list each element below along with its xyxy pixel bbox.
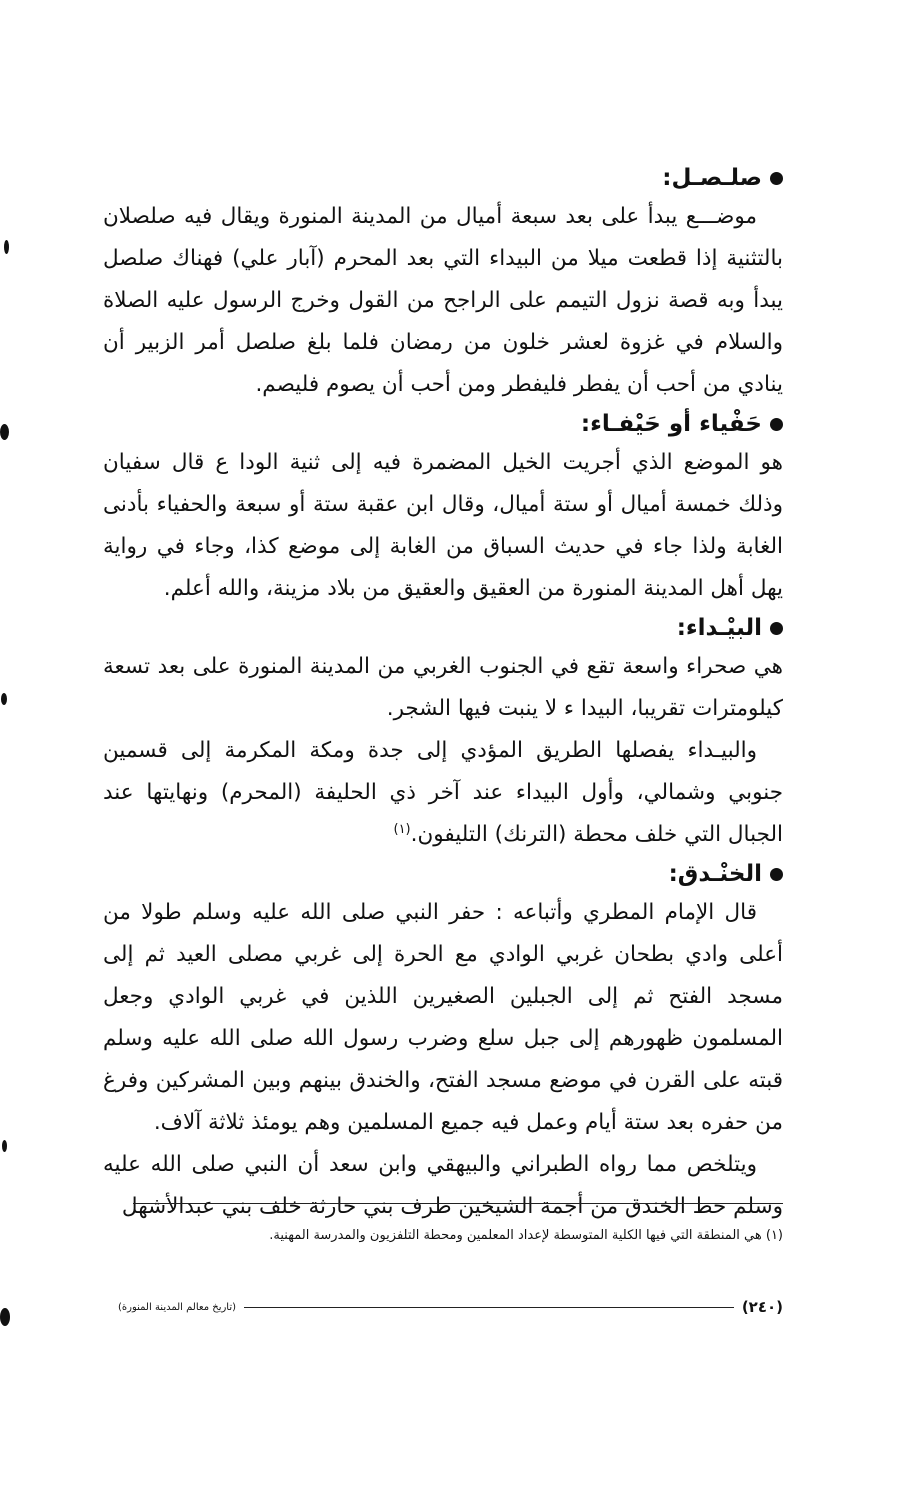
section-heading-baydaa: [103, 610, 783, 646]
paragraph: هو الموضع الذي أجريت الخيل المضمرة فيه إلى ثنية الودا ع قال سفيان وذلك خمسة أميال أو ستة أميال، وقال ابن عقبة ستة أو سبعة والحفياء بأدنى الغابة ولذا جاء في حديث السباق من الغابة إلى موضع كذا، وجاء في رواية يهل أهل المدينة المنورة من العقيق والعقيق من بلاد مزينة، والله أعلم.: [103, 450, 783, 601]
bullet-icon: [770, 622, 783, 635]
paragraph: موضـــع يبدأ على بعد سبعة أميال من المدينة المنورة ويقال فيه صلصلان بالتثنية إذا قطعت ميلا من البيداء التي بعد المحرم (آبار علي) فهناك صلصل يبدأ وبه قصة نزول التيمم على الراجح من القول وخرج الرسول عليه الصلاة والسلام في غزوة لعشر خلون من رمضان فلما بلغ صلصل أمر الزبير أن ينادي من أحب أن يفطر فليفطر ومن أحب أن يصوم فليصم.: [103, 204, 783, 397]
bullet-icon: [770, 172, 783, 185]
scan-mark: [4, 240, 9, 254]
scan-mark: [0, 1308, 10, 1326]
section-heading-salsal: [103, 160, 783, 196]
page-body: [103, 160, 783, 1228]
paragraph: هي صحراء واسعة تقع في الجنوب الغربي من المدينة المنورة على بعد تسعة كيلومترات تقريبا، البيدا ء لا ينبت فيها الشجر.: [103, 654, 783, 721]
book-title: (تاريخ معالم المدينة المنورة): [118, 1301, 237, 1313]
section-heading-text: حَفْياء أو حَيْفـاء:: [580, 411, 762, 437]
bullet-icon: [770, 868, 783, 881]
page-footer: [118, 1296, 783, 1318]
bullet-icon: [770, 418, 783, 431]
scan-mark: [2, 1140, 7, 1152]
section-heading-text: البيْـداء:: [676, 615, 762, 641]
section-heading-text: الخنْـدق:: [668, 861, 762, 887]
footnote: (١) هي المنطقة التي فيها الكلية المتوسطة لإعداد المعلمين ومحطة التلفزيون والمدرسة المهنية.: [269, 1228, 783, 1243]
section-heading-khandaq: [103, 856, 783, 892]
footnote-reference[interactable]: (١): [393, 821, 411, 837]
page-number: (٢٤٠): [741, 1298, 783, 1316]
paragraph-with-footnote: [103, 730, 783, 856]
footer-divider: [244, 1307, 734, 1308]
paragraph-text: والبيـداء يفصلها الطريق المؤدي إلى جدة ومكة المكرمة إلى قسمين جنوبي وشمالي، وأول البيداء عند آخر ذي الحليفة (المحرم) ونهايتها عند الجبال التي خلف محطة (الترنك) التليفون.: [103, 738, 783, 847]
paragraph: ويتلخص مما رواه الطبراني والبيهقي وابن سعد أن النبي صلى الله عليه وسلم حط الخندق من أجمة الشيخين طرف بني حارثة خلف بني عبدالأشهل: [103, 1152, 783, 1219]
section-heading-text: صلـصـل:: [662, 165, 762, 191]
scan-mark: [0, 424, 9, 440]
scan-mark: [1, 693, 7, 705]
footnote-divider: [133, 1203, 783, 1204]
section-heading-hafya: [103, 406, 783, 442]
paragraph: قال الإمام المطري وأتباعه : حفر النبي صلى الله عليه وسلم طولا من أعلى وادي بطحان غربي الوادي مع الحرة إلى غربي مصلى العيد ثم إلى مسجد الفتح ثم إلى الجبلين الصغيرين اللذين في غربي الوادي وجعل المسلمون ظهورهم إلى جبل سلع وضرب رسول الله صلى الله عليه وسلم قبته على القرن في موضع مسجد الفتح، والخندق بينهم وبين المشركين وفرغ من حفره بعد ستة أيام وعمل فيه جميع المسلمين وهم يومئذ ثلاثة آلاف.: [103, 900, 783, 1135]
